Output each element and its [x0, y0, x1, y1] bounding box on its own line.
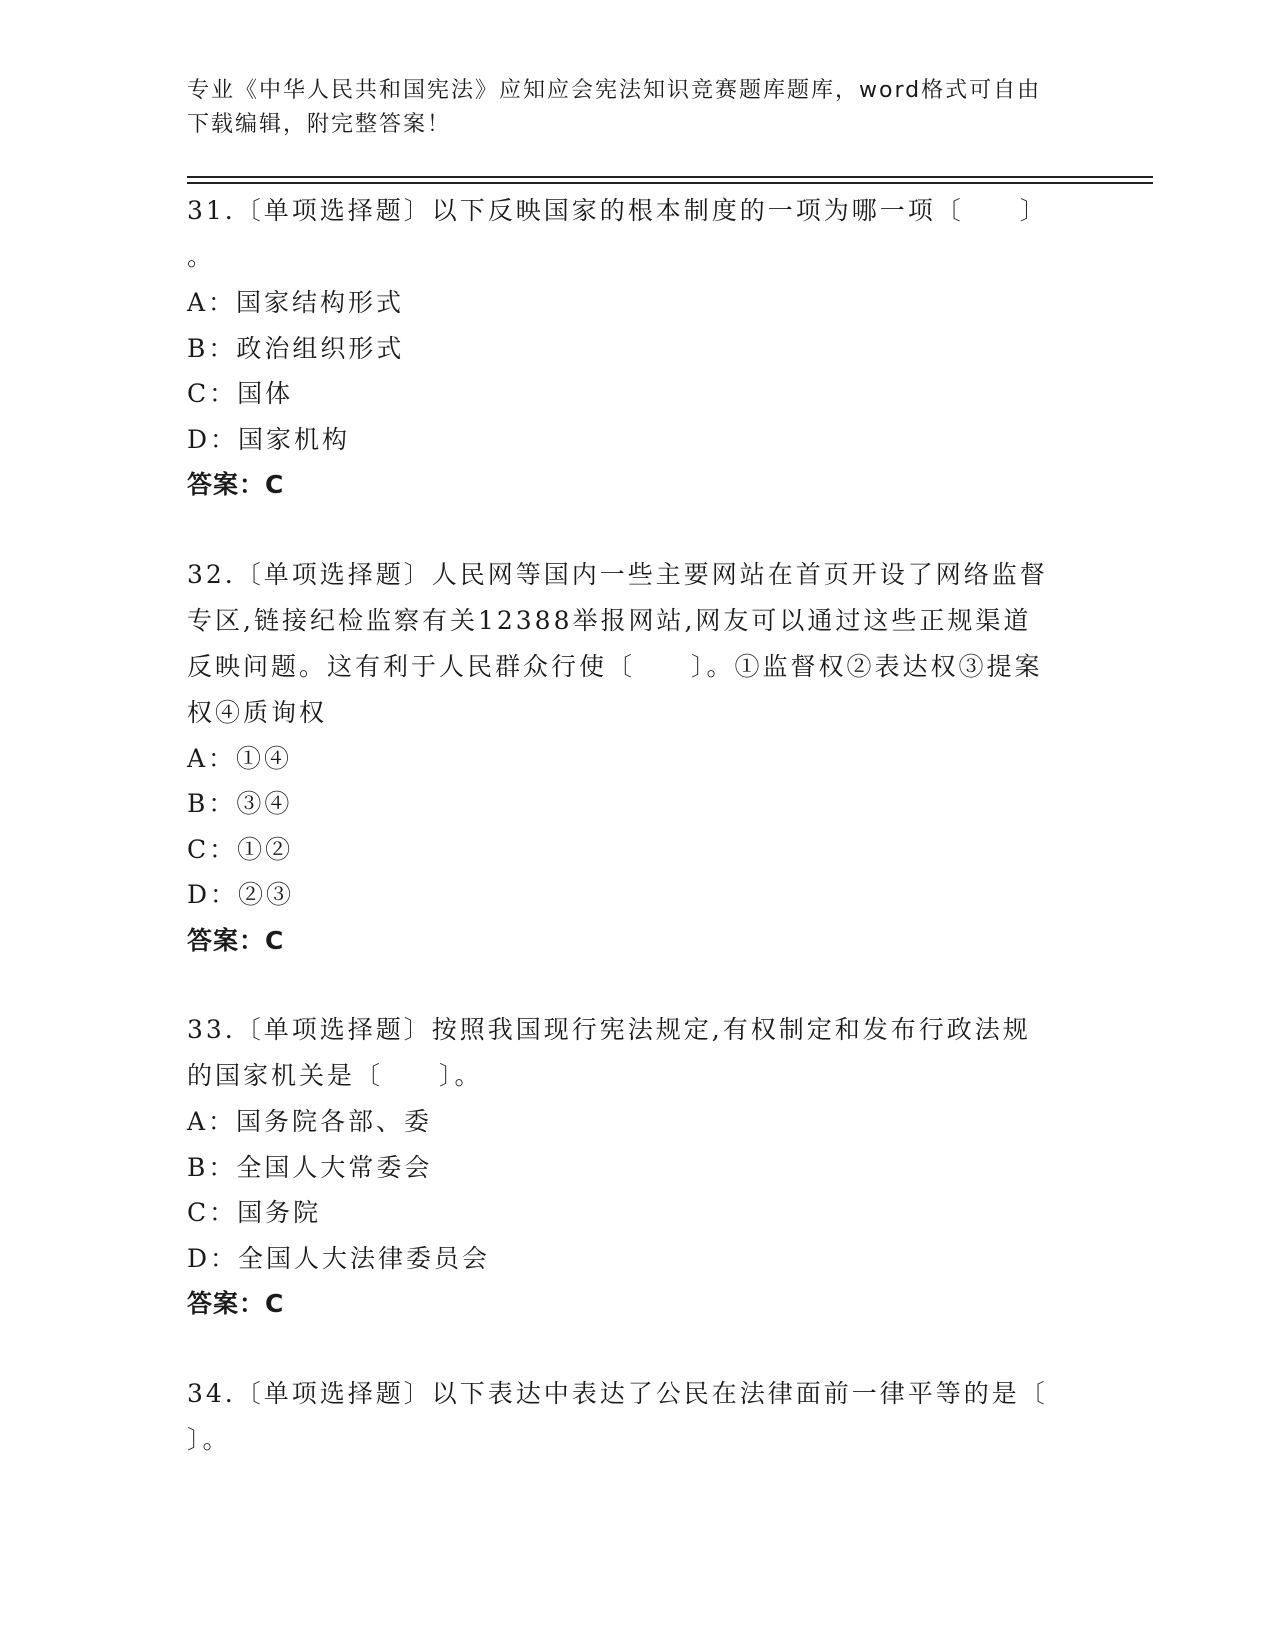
- option-d: D：国家机构: [187, 424, 351, 454]
- question-spacer: [187, 963, 1067, 1007]
- question-title-line: 33.〔单项选择题〕按照我国现行宪法规定,有权制定和发布行政法规: [187, 1015, 1031, 1044]
- question-title-line: 〕。: [187, 1424, 231, 1454]
- answer-text: 答案：C: [187, 925, 285, 955]
- question-spacer: [187, 1327, 1067, 1371]
- document-header: [187, 74, 1067, 142]
- question-spacer: [187, 508, 1067, 552]
- answer-text: 答案：C: [187, 1289, 285, 1318]
- header-divider-top: [187, 176, 1153, 178]
- option-c: C：国体: [187, 379, 294, 408]
- option-c: C：①②: [187, 834, 294, 864]
- question-33: [187, 1007, 1067, 1327]
- question-title-line: 反映问题。这有利于人民群众行使〔 〕。①监督权②表达权③提案: [187, 651, 1043, 681]
- question-title-line: 专区,链接纪检监察有关12388举报网站,网友可以通过这些正规渠道: [187, 605, 1032, 635]
- question-list: [187, 188, 1067, 1463]
- option-b: B：③④: [187, 789, 293, 818]
- option-c: C：国务院: [187, 1198, 322, 1227]
- question-title-line: 34.〔单项选择题〕以下表达中表达了公民在法律面前一律平等的是〔: [187, 1378, 1048, 1408]
- answer-text: 答案：C: [187, 470, 285, 499]
- question-title-line: 。: [187, 242, 216, 271]
- question-title-line: 的国家机关是〔 〕。: [187, 1061, 483, 1090]
- header-divider-bottom: [187, 182, 1153, 184]
- header-line-1: 专业《中华人民共和国宪法》应知应会宪法知识竞赛题库题库，word格式可自由: [187, 78, 1042, 103]
- option-b: B：政治组织形式: [187, 333, 405, 363]
- header-line-2: 下载编辑，附完整答案！: [187, 112, 452, 137]
- option-a: A：国家结构形式: [187, 288, 405, 317]
- question-34: [187, 1371, 1067, 1463]
- question-title-line: 权④质询权: [187, 697, 328, 727]
- option-a: A：国务院各部、委: [187, 1107, 433, 1136]
- question-title-line: 32.〔单项选择题〕人民网等国内一些主要网站在首页开设了网络监督: [187, 559, 1048, 589]
- option-a: A：①④: [187, 743, 293, 773]
- question-title-line: 31.〔单项选择题〕以下反映国家的根本制度的一项为哪一项〔 〕: [187, 196, 1048, 225]
- option-b: B：全国人大常委会: [187, 1152, 433, 1182]
- option-d: D：②③: [187, 880, 295, 909]
- option-d: D：全国人大法律委员会: [187, 1243, 491, 1273]
- question-32: [187, 552, 1067, 964]
- question-31: [187, 188, 1067, 508]
